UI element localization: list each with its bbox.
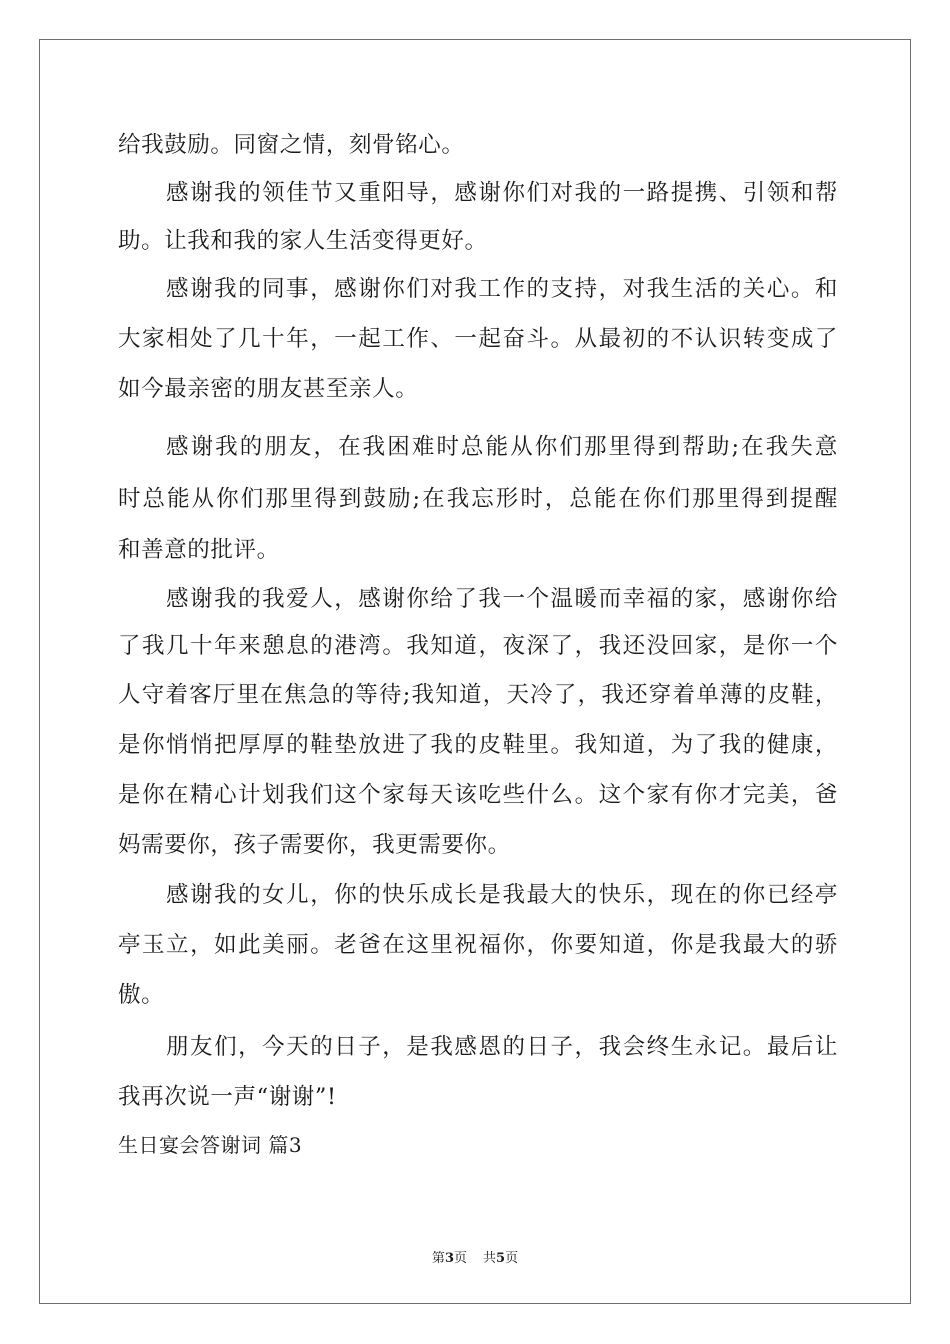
text-line: 傲。	[118, 982, 165, 1008]
page-footer	[0, 1247, 950, 1266]
text-line: 了我几十年来憩息的港湾。我知道，夜深了，我还没回家，是你一个	[118, 633, 838, 659]
total-suffix: 页	[505, 1251, 519, 1266]
text-line: 感谢我的女儿，你的快乐成长是我最大的快乐，现在的你已经亭	[166, 882, 838, 908]
text-line: 是你在精心计划我们这个家每天该吃些什么。这个家有你才完美，爸	[118, 782, 838, 808]
text-line: 感谢我的我爱人，感谢你给了我一个温暖而幸福的家，感谢你给	[166, 586, 838, 612]
text-line: 给我鼓励。同窗之情，刻骨铭心。	[118, 132, 465, 158]
text-line: 大家相处了几十年，一起工作、一起奋斗。从最初的不认识转变成了	[118, 326, 838, 352]
text-line: 朋友们，今天的日子，是我感恩的日子，我会终生永记。最后让	[166, 1034, 838, 1060]
text-line: 时总能从你们那里得到鼓励;在我忘形时，总能在你们那里得到提醒	[118, 486, 838, 512]
text-line: 是你悄悄把厚厚的鞋垫放进了我的皮鞋里。我知道，为了我的健康，	[118, 732, 838, 758]
text-line: 感谢我的领佳节又重阳导，感谢你们对我的一路提携、引领和帮	[166, 180, 838, 206]
page-suffix: 页	[453, 1251, 467, 1266]
text-line: 亭玉立，如此美丽。老爸在这里祝福你，你要知道，你是我最大的骄	[118, 932, 838, 958]
current-page-number: 3	[444, 1251, 454, 1266]
total-prefix: 共	[483, 1251, 497, 1266]
section-heading: 生日宴会答谢词 篇3	[118, 1133, 303, 1157]
text-line: 和善意的批评。	[118, 537, 280, 563]
text-line: 助。让我和我的家人生活变得更好。	[118, 228, 488, 254]
text-line: 妈需要你，孩子需要你，我更需要你。	[118, 832, 511, 858]
total-page-number: 5	[496, 1251, 506, 1266]
text-line: 感谢我的朋友，在我困难时总能从你们那里得到帮助;在我失意	[166, 434, 838, 460]
text-line: 人守着客厅里在焦急的等待;我知道，天冷了，我还穿着单薄的皮鞋，	[118, 682, 838, 708]
page-prefix: 第	[431, 1251, 445, 1266]
text-line: 我再次说一声“谢谢”!	[118, 1084, 337, 1110]
text-line: 感谢我的同事，感谢你们对我工作的支持，对我生活的关心。和	[166, 276, 838, 302]
text-line: 如今最亲密的朋友甚至亲人。	[118, 376, 419, 402]
